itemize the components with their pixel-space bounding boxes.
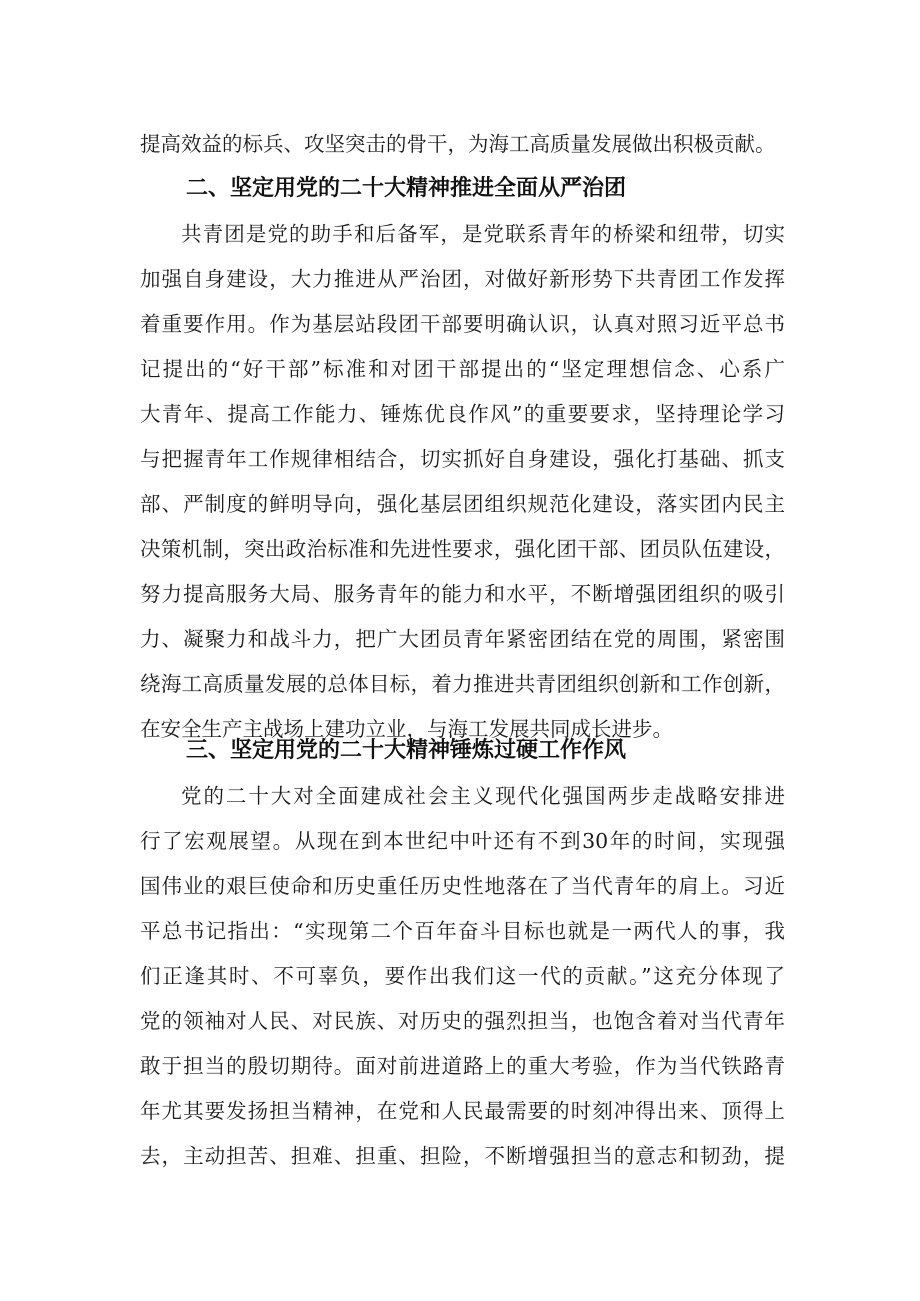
text-line: 着重要作用。作为基层站段团干部要明确认识，认真对照习近平总书 [140, 312, 785, 336]
text-line: 敢于担当的殷切期待。面对前进道路上的重大考验，作为当代铁路青 [140, 1054, 785, 1078]
text-line: 年尤其要发扬担当精神，在党和人民最需要的时刻冲得出来、顶得上 [140, 1099, 785, 1123]
text-line: 国伟业的艰巨使命和历史重任历史性地落在了当代青年的肩上。习近 [140, 874, 785, 898]
text-line: 去，主动担苦、担难、担重、担险，不断增强担当的意志和韧劲，提 [140, 1144, 785, 1168]
paragraph-continuation [140, 122, 785, 167]
text-line: 记提出的“好干部”标准和对团干部提出的“坚定理想信念、心系广 [140, 357, 785, 381]
section-heading-2: 二、坚定用党的二十大精神推进全面从严治团 [186, 176, 627, 201]
text-line: 绕海工高质量发展的总体目标，着力推进共青团组织创新和工作创新， [140, 672, 785, 696]
paragraph-section-2 [140, 212, 785, 752]
text-line: 行了宏观展望。从现在到本世纪中叶还有不到30年的时间，实现强 [140, 829, 785, 853]
text-line: 提高效益的标兵、攻坚突击的骨干，为海工高质量发展做出积极贡献。 [140, 132, 776, 156]
text-line: 在安全生产主战场上建功立业，与海工发展共同成长进步。 [140, 717, 673, 741]
text-line: 党的领袖对人民、对民族、对历史的强烈担当，也饱含着对当代青年 [140, 1009, 785, 1033]
text-line: 力、凝聚力和战斗力，把广大团员青年紧密团结在党的周围，紧密围 [140, 627, 785, 651]
text-line: 部、严制度的鲜明导向，强化基层团组织规范化建设，落实团内民主 [140, 492, 785, 516]
text-line: 努力提高服务大局、服务青年的能力和水平，不断增强团组织的吸引 [140, 582, 785, 606]
text-line: 与把握青年工作规律相结合，切实抓好自身建设，强化打基础、抓支 [140, 447, 785, 471]
text-line: 党的二十大对全面建成社会主义现代化强国两步走战略安排进 [181, 784, 785, 808]
text-line: 共青团是党的助手和后备军，是党联系青年的桥梁和纽带，切实 [181, 222, 785, 246]
text-line: 加强自身建设，大力推进从严治团，对做好新形势下共青团工作发挥 [140, 267, 785, 291]
text-line: 大青年、提高工作能力、锤炼优良作风”的重要要求，坚持理论学习 [140, 402, 785, 426]
section-heading-3: 三、坚定用党的二十大精神锤炼过硬工作作风 [186, 738, 627, 763]
text-line: 决策机制，突出政治标准和先进性要求，强化团干部、团员队伍建设， [140, 537, 785, 561]
text-line: 平总书记指出：“实现第二个百年奋斗目标也就是一两代人的事，我 [140, 919, 785, 943]
text-line: 们正逢其时、不可辜负，要作出我们这一代的贡献。”这充分体现了 [140, 964, 785, 988]
paragraph-section-3 [140, 774, 785, 1179]
